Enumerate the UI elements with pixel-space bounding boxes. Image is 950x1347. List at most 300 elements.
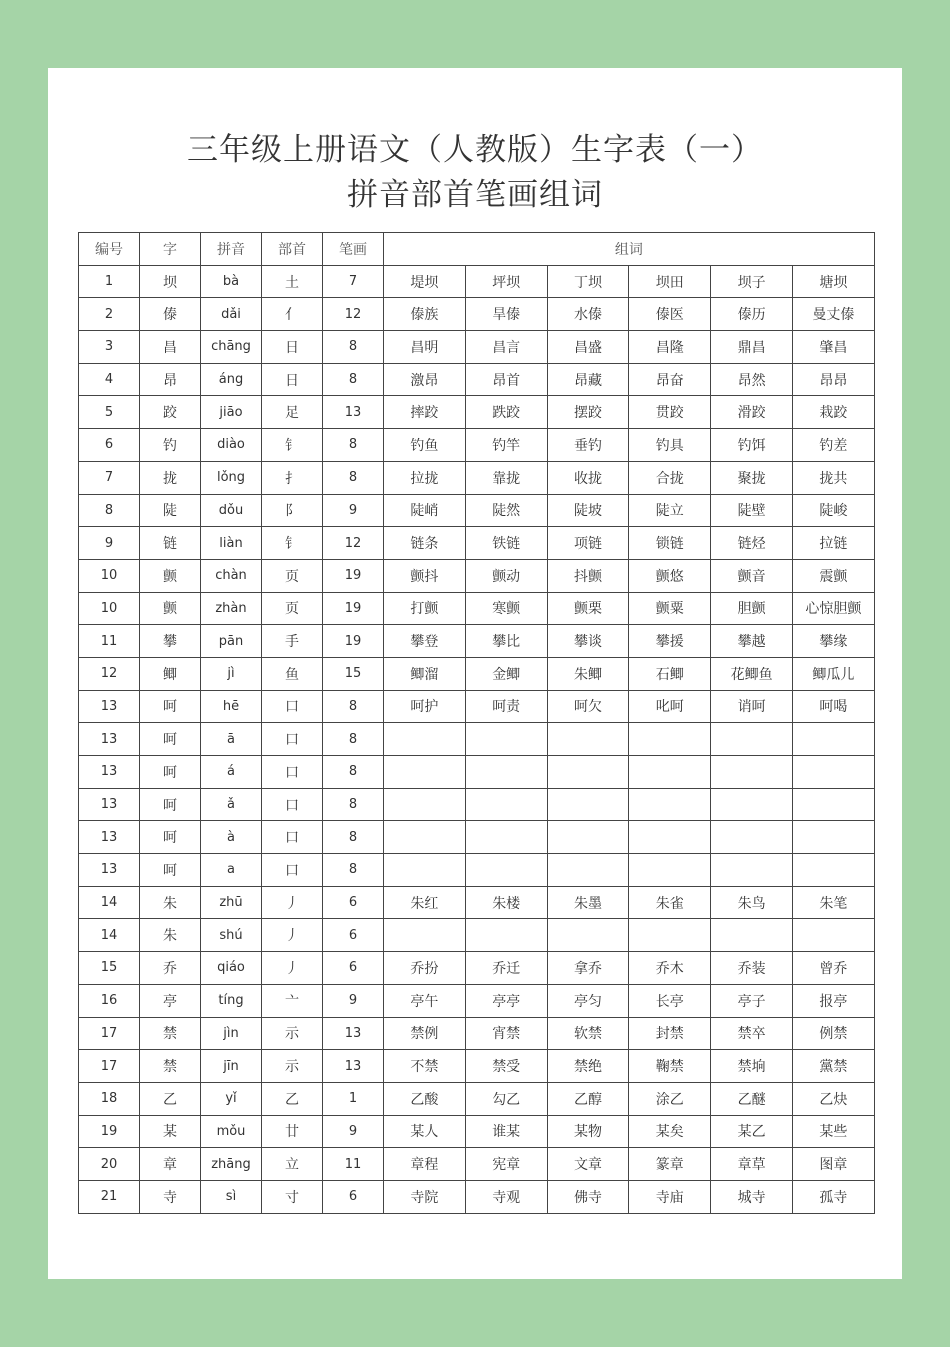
word-cell: 震颤 — [792, 559, 874, 592]
word-cell: 乔装 — [711, 952, 793, 985]
pinyin-cell: chàn — [201, 559, 262, 592]
word-cell: 呵喝 — [792, 690, 874, 723]
num-cell: 2 — [79, 298, 140, 331]
word-cell: 乙炔 — [792, 1082, 874, 1115]
word-cell — [792, 788, 874, 821]
strokes-cell: 13 — [323, 1050, 384, 1083]
radical-cell: 示 — [262, 1050, 323, 1083]
word-cell: 跌跤 — [465, 396, 547, 429]
word-cell: 禁例 — [384, 1017, 466, 1050]
pinyin-cell: á — [201, 756, 262, 789]
strokes-cell: 6 — [323, 1180, 384, 1213]
char-cell: 呵 — [140, 723, 201, 756]
radical-cell: 廿 — [262, 1115, 323, 1148]
num-cell: 1 — [79, 265, 140, 298]
word-cell — [465, 821, 547, 854]
word-cell: 某物 — [547, 1115, 629, 1148]
num-cell: 6 — [79, 429, 140, 462]
num-cell: 15 — [79, 952, 140, 985]
header-words: 组词 — [384, 233, 875, 266]
word-cell: 例禁 — [792, 1017, 874, 1050]
radical-cell: 丿 — [262, 886, 323, 919]
radical-cell: 土 — [262, 265, 323, 298]
word-cell: 坪坝 — [465, 265, 547, 298]
char-cell: 昌 — [140, 331, 201, 364]
pinyin-cell: mǒu — [201, 1115, 262, 1148]
word-cell: 铁链 — [465, 527, 547, 560]
word-cell — [384, 919, 466, 952]
word-cell — [792, 919, 874, 952]
word-cell: 朱红 — [384, 886, 466, 919]
radical-cell: 钅 — [262, 429, 323, 462]
word-cell: 篆章 — [629, 1148, 711, 1181]
word-cell: 曼丈傣 — [792, 298, 874, 331]
word-cell: 链条 — [384, 527, 466, 560]
strokes-cell: 12 — [323, 298, 384, 331]
num-cell: 14 — [79, 886, 140, 919]
word-cell: 抖颤 — [547, 559, 629, 592]
word-cell — [384, 756, 466, 789]
word-cell — [547, 821, 629, 854]
page-subtitle: 拼音部首笔画组词 — [347, 177, 603, 213]
word-cell: 链烃 — [711, 527, 793, 560]
radical-cell: 页 — [262, 592, 323, 625]
pinyin-cell: bà — [201, 265, 262, 298]
table-row — [79, 494, 875, 527]
radical-cell: 页 — [262, 559, 323, 592]
word-cell: 颤抖 — [384, 559, 466, 592]
word-cell — [384, 854, 466, 887]
strokes-cell: 19 — [323, 625, 384, 658]
num-cell: 13 — [79, 821, 140, 854]
pinyin-cell: hē — [201, 690, 262, 723]
num-cell: 7 — [79, 461, 140, 494]
pinyin-cell: ǎ — [201, 788, 262, 821]
word-cell: 宵禁 — [465, 1017, 547, 1050]
word-cell: 图章 — [792, 1148, 874, 1181]
word-cell: 昂藏 — [547, 363, 629, 396]
word-cell: 报亭 — [792, 984, 874, 1017]
strokes-cell: 8 — [323, 854, 384, 887]
num-cell: 10 — [79, 559, 140, 592]
word-cell — [384, 788, 466, 821]
word-cell: 呵护 — [384, 690, 466, 723]
pinyin-cell: jiāo — [201, 396, 262, 429]
word-cell: 钓饵 — [711, 429, 793, 462]
word-cell: 禁垧 — [711, 1050, 793, 1083]
word-cell: 摔跤 — [384, 396, 466, 429]
word-cell: 钓差 — [792, 429, 874, 462]
char-cell: 呵 — [140, 821, 201, 854]
word-cell — [711, 788, 793, 821]
word-cell: 攀援 — [629, 625, 711, 658]
word-cell — [711, 723, 793, 756]
word-cell — [629, 756, 711, 789]
word-cell: 昂首 — [465, 363, 547, 396]
word-cell: 鲫溜 — [384, 657, 466, 690]
word-cell: 朱鲫 — [547, 657, 629, 690]
strokes-cell: 7 — [323, 265, 384, 298]
table-row — [79, 690, 875, 723]
char-cell: 亭 — [140, 984, 201, 1017]
word-cell: 栽跤 — [792, 396, 874, 429]
word-cell: 章程 — [384, 1148, 466, 1181]
char-cell: 坝 — [140, 265, 201, 298]
word-cell: 合拢 — [629, 461, 711, 494]
pinyin-cell: dǒu — [201, 494, 262, 527]
word-cell: 封禁 — [629, 1017, 711, 1050]
word-cell — [629, 919, 711, 952]
word-cell: 心惊胆颤 — [792, 592, 874, 625]
word-cell: 陡坡 — [547, 494, 629, 527]
radical-cell: 扌 — [262, 461, 323, 494]
strokes-cell: 8 — [323, 461, 384, 494]
word-cell: 章草 — [711, 1148, 793, 1181]
pinyin-cell: dǎi — [201, 298, 262, 331]
char-cell: 呵 — [140, 854, 201, 887]
strokes-cell: 8 — [323, 821, 384, 854]
word-cell: 黨禁 — [792, 1050, 874, 1083]
word-cell: 昌明 — [384, 331, 466, 364]
word-cell: 昂然 — [711, 363, 793, 396]
word-cell: 昌言 — [465, 331, 547, 364]
word-cell: 朱雀 — [629, 886, 711, 919]
word-cell: 乙醚 — [711, 1082, 793, 1115]
char-cell: 呵 — [140, 690, 201, 723]
table-row — [79, 952, 875, 985]
word-cell: 寒颤 — [465, 592, 547, 625]
radical-cell: 寸 — [262, 1180, 323, 1213]
word-cell: 涂乙 — [629, 1082, 711, 1115]
table-row — [79, 756, 875, 789]
word-cell — [792, 756, 874, 789]
strokes-cell: 8 — [323, 363, 384, 396]
word-cell: 朱鸟 — [711, 886, 793, 919]
word-cell: 某乙 — [711, 1115, 793, 1148]
num-cell: 17 — [79, 1050, 140, 1083]
word-cell: 宪章 — [465, 1148, 547, 1181]
word-cell: 亭匀 — [547, 984, 629, 1017]
strokes-cell: 9 — [323, 984, 384, 1017]
word-cell: 鞠禁 — [629, 1050, 711, 1083]
num-cell: 18 — [79, 1082, 140, 1115]
word-cell — [792, 723, 874, 756]
radical-cell: 阝 — [262, 494, 323, 527]
num-cell: 4 — [79, 363, 140, 396]
table-row — [79, 984, 875, 1017]
word-cell — [384, 723, 466, 756]
char-cell: 傣 — [140, 298, 201, 331]
word-cell: 贯跤 — [629, 396, 711, 429]
strokes-cell: 8 — [323, 788, 384, 821]
word-cell: 摆跤 — [547, 396, 629, 429]
word-cell: 乔扮 — [384, 952, 466, 985]
word-cell: 诮呵 — [711, 690, 793, 723]
table-row — [79, 1082, 875, 1115]
header-strokes: 笔画 — [323, 233, 384, 266]
char-cell: 乔 — [140, 952, 201, 985]
word-cell: 颤音 — [711, 559, 793, 592]
radical-cell: 亠 — [262, 984, 323, 1017]
word-cell: 文章 — [547, 1148, 629, 1181]
word-cell: 胆颤 — [711, 592, 793, 625]
word-cell: 佛寺 — [547, 1180, 629, 1213]
word-cell: 丁坝 — [547, 265, 629, 298]
word-cell: 颤动 — [465, 559, 547, 592]
word-cell: 谁某 — [465, 1115, 547, 1148]
pinyin-cell: jìn — [201, 1017, 262, 1050]
radical-cell: 口 — [262, 756, 323, 789]
word-cell: 乙酸 — [384, 1082, 466, 1115]
word-cell — [629, 723, 711, 756]
num-cell: 16 — [79, 984, 140, 1017]
num-cell: 5 — [79, 396, 140, 429]
table-row — [79, 461, 875, 494]
word-cell: 陡立 — [629, 494, 711, 527]
strokes-cell: 9 — [323, 1115, 384, 1148]
word-cell — [792, 854, 874, 887]
radical-cell: 口 — [262, 821, 323, 854]
character-table — [78, 232, 875, 1214]
word-cell: 拉拢 — [384, 461, 466, 494]
radical-cell: 口 — [262, 788, 323, 821]
pinyin-cell: sì — [201, 1180, 262, 1213]
strokes-cell: 12 — [323, 527, 384, 560]
radical-cell: 口 — [262, 723, 323, 756]
word-cell: 昌盛 — [547, 331, 629, 364]
strokes-cell: 8 — [323, 690, 384, 723]
word-cell: 禁绝 — [547, 1050, 629, 1083]
pinyin-cell: diào — [201, 429, 262, 462]
num-cell: 13 — [79, 723, 140, 756]
word-cell: 昌隆 — [629, 331, 711, 364]
char-cell: 乙 — [140, 1082, 201, 1115]
pinyin-cell: chāng — [201, 331, 262, 364]
word-cell: 塘坝 — [792, 265, 874, 298]
num-cell: 12 — [79, 657, 140, 690]
word-cell: 陡峭 — [384, 494, 466, 527]
char-cell: 钓 — [140, 429, 201, 462]
pinyin-cell: lǒng — [201, 461, 262, 494]
header-num: 编号 — [79, 233, 140, 266]
char-cell: 朱 — [140, 886, 201, 919]
word-cell: 寺观 — [465, 1180, 547, 1213]
table-row — [79, 396, 875, 429]
word-cell: 软禁 — [547, 1017, 629, 1050]
header-radical: 部首 — [262, 233, 323, 266]
word-cell: 朱笔 — [792, 886, 874, 919]
word-cell: 陡然 — [465, 494, 547, 527]
pinyin-cell: pān — [201, 625, 262, 658]
word-cell: 陡峻 — [792, 494, 874, 527]
word-cell: 昂奋 — [629, 363, 711, 396]
num-cell: 21 — [79, 1180, 140, 1213]
word-cell: 寺院 — [384, 1180, 466, 1213]
word-cell: 傣族 — [384, 298, 466, 331]
char-cell: 呵 — [140, 756, 201, 789]
pinyin-cell: jīn — [201, 1050, 262, 1083]
num-cell: 19 — [79, 1115, 140, 1148]
char-cell: 跤 — [140, 396, 201, 429]
word-cell — [711, 821, 793, 854]
word-cell: 朱墨 — [547, 886, 629, 919]
num-cell: 11 — [79, 625, 140, 658]
char-cell: 攀 — [140, 625, 201, 658]
strokes-cell: 19 — [323, 592, 384, 625]
pinyin-cell: jì — [201, 657, 262, 690]
word-cell: 项链 — [547, 527, 629, 560]
char-cell: 颤 — [140, 559, 201, 592]
char-cell: 拢 — [140, 461, 201, 494]
num-cell: 8 — [79, 494, 140, 527]
num-cell: 3 — [79, 331, 140, 364]
char-cell: 禁 — [140, 1017, 201, 1050]
radical-cell: 立 — [262, 1148, 323, 1181]
word-cell — [711, 854, 793, 887]
word-cell — [629, 854, 711, 887]
char-cell: 寺 — [140, 1180, 201, 1213]
char-cell: 禁 — [140, 1050, 201, 1083]
num-cell: 17 — [79, 1017, 140, 1050]
radical-cell: 日 — [262, 363, 323, 396]
word-cell: 花鲫鱼 — [711, 657, 793, 690]
word-cell: 坝田 — [629, 265, 711, 298]
word-cell — [547, 756, 629, 789]
word-cell — [547, 919, 629, 952]
num-cell: 10 — [79, 592, 140, 625]
radical-cell: 口 — [262, 690, 323, 723]
table-row — [79, 625, 875, 658]
word-cell: 鼎昌 — [711, 331, 793, 364]
strokes-cell: 13 — [323, 1017, 384, 1050]
word-cell: 攀登 — [384, 625, 466, 658]
num-cell: 13 — [79, 854, 140, 887]
radical-cell: 手 — [262, 625, 323, 658]
word-cell — [465, 723, 547, 756]
word-cell — [465, 854, 547, 887]
word-cell: 打颤 — [384, 592, 466, 625]
word-cell: 拿乔 — [547, 952, 629, 985]
table-row — [79, 265, 875, 298]
num-cell: 20 — [79, 1148, 140, 1181]
radical-cell: 乙 — [262, 1082, 323, 1115]
table-row — [79, 1050, 875, 1083]
word-cell — [711, 756, 793, 789]
pinyin-cell: à — [201, 821, 262, 854]
strokes-cell: 8 — [323, 331, 384, 364]
radical-cell: 足 — [262, 396, 323, 429]
char-cell: 章 — [140, 1148, 201, 1181]
table-row — [79, 821, 875, 854]
table-row — [79, 363, 875, 396]
word-cell: 乙醇 — [547, 1082, 629, 1115]
word-cell: 亭午 — [384, 984, 466, 1017]
char-cell: 颤 — [140, 592, 201, 625]
word-cell: 颤栗 — [547, 592, 629, 625]
header-char: 字 — [140, 233, 201, 266]
pinyin-cell: yǐ — [201, 1082, 262, 1115]
word-cell: 拢共 — [792, 461, 874, 494]
pinyin-cell: tíng — [201, 984, 262, 1017]
word-cell: 钓竿 — [465, 429, 547, 462]
word-cell: 攀谈 — [547, 625, 629, 658]
pinyin-cell: shú — [201, 919, 262, 952]
strokes-cell: 8 — [323, 723, 384, 756]
word-cell: 锁链 — [629, 527, 711, 560]
radical-cell: 日 — [262, 331, 323, 364]
table-row — [79, 919, 875, 952]
strokes-cell: 11 — [323, 1148, 384, 1181]
word-cell: 傣医 — [629, 298, 711, 331]
word-cell: 叱呵 — [629, 690, 711, 723]
word-cell: 乔木 — [629, 952, 711, 985]
num-cell: 14 — [79, 919, 140, 952]
word-cell: 不禁 — [384, 1050, 466, 1083]
word-cell: 钓鱼 — [384, 429, 466, 462]
word-cell: 勾乙 — [465, 1082, 547, 1115]
radical-cell: 钅 — [262, 527, 323, 560]
word-cell: 呵欠 — [547, 690, 629, 723]
strokes-cell: 13 — [323, 396, 384, 429]
char-cell: 链 — [140, 527, 201, 560]
char-cell: 朱 — [140, 919, 201, 952]
word-cell: 靠拢 — [465, 461, 547, 494]
num-cell: 13 — [79, 690, 140, 723]
char-cell: 昂 — [140, 363, 201, 396]
strokes-cell: 6 — [323, 886, 384, 919]
pinyin-cell: a — [201, 854, 262, 887]
char-cell: 陡 — [140, 494, 201, 527]
word-cell: 颤粟 — [629, 592, 711, 625]
word-cell — [711, 919, 793, 952]
strokes-cell: 19 — [323, 559, 384, 592]
radical-cell: 亻 — [262, 298, 323, 331]
word-cell — [629, 788, 711, 821]
word-cell: 攀比 — [465, 625, 547, 658]
table-row — [79, 559, 875, 592]
pinyin-cell: liàn — [201, 527, 262, 560]
word-cell: 旱傣 — [465, 298, 547, 331]
radical-cell: 示 — [262, 1017, 323, 1050]
word-cell: 乔迁 — [465, 952, 547, 985]
word-cell — [384, 821, 466, 854]
word-cell: 激昂 — [384, 363, 466, 396]
strokes-cell: 1 — [323, 1082, 384, 1115]
word-cell: 昂昂 — [792, 363, 874, 396]
strokes-cell: 8 — [323, 429, 384, 462]
num-cell: 9 — [79, 527, 140, 560]
word-cell — [629, 821, 711, 854]
word-cell: 聚拢 — [711, 461, 793, 494]
word-cell: 钓具 — [629, 429, 711, 462]
word-cell: 水傣 — [547, 298, 629, 331]
word-cell: 某人 — [384, 1115, 466, 1148]
word-cell: 某些 — [792, 1115, 874, 1148]
word-cell: 攀缘 — [792, 625, 874, 658]
char-cell: 鲫 — [140, 657, 201, 690]
strokes-cell: 8 — [323, 756, 384, 789]
word-cell: 某矣 — [629, 1115, 711, 1148]
word-cell: 亭亭 — [465, 984, 547, 1017]
word-cell: 呵责 — [465, 690, 547, 723]
pinyin-cell: ā — [201, 723, 262, 756]
num-cell: 13 — [79, 788, 140, 821]
word-cell: 孤寺 — [792, 1180, 874, 1213]
word-cell: 长亭 — [629, 984, 711, 1017]
header-pinyin: 拼音 — [201, 233, 262, 266]
strokes-cell: 6 — [323, 952, 384, 985]
word-cell — [547, 788, 629, 821]
